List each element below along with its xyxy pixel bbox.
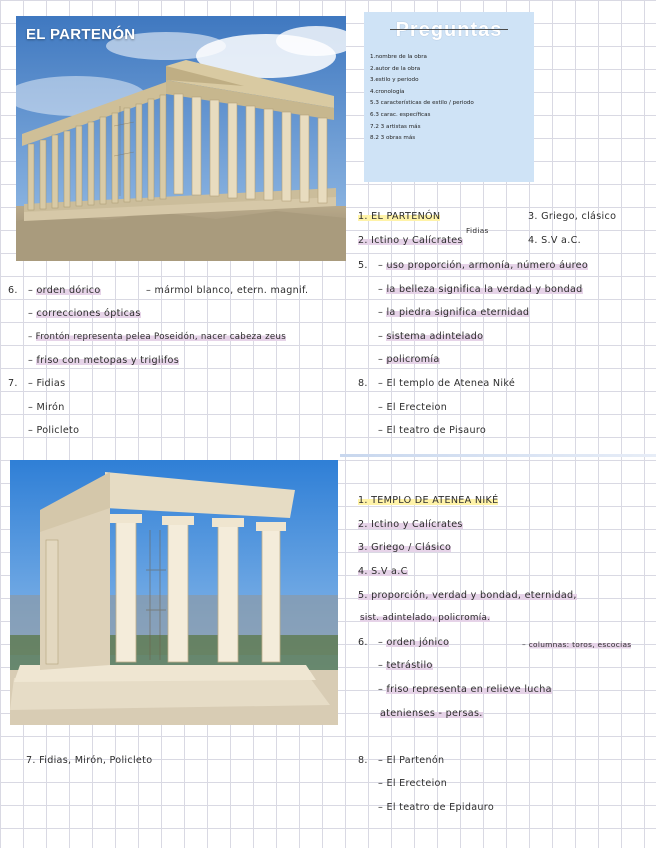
nike-answer-8-number: 8. bbox=[358, 755, 368, 766]
nike-answer-3: 3. Griego / Clásico bbox=[358, 542, 452, 553]
parthenon-photo bbox=[16, 16, 346, 261]
nike-temple-illustration bbox=[10, 460, 338, 725]
nike-answer-7: 7. Fidias, Mirón, Policleto bbox=[26, 755, 153, 766]
question-item: 5.3 características de estilo / periodo bbox=[370, 100, 474, 107]
answer-5-item: – la belleza significa la verdad y bondad bbox=[378, 284, 583, 295]
answer-6-item: – Frontón representa pelea Poseidón, nacer cabeza zeus bbox=[28, 332, 286, 342]
nike-answer-6-item-extra: – columnas: toros, escocias bbox=[522, 640, 632, 649]
parthenon-photo-title: EL PARTENÓN bbox=[26, 26, 136, 43]
nike-answer-5: 5. proporción, verdad y bondad, eternidad, bbox=[358, 590, 577, 601]
nike-answer-6-item: – friso representa en relieve lucha bbox=[378, 684, 552, 695]
answer-4: 4. S.V a.C. bbox=[528, 235, 581, 246]
answer-5-item: – uso proporción, armonía, número áureo bbox=[378, 260, 589, 271]
answer-8-item: – El templo de Atenea Niké bbox=[378, 378, 516, 389]
nike-answer-5-cont: sist. adintelado, policromía. bbox=[360, 613, 491, 623]
answer-7-item: – Mirón bbox=[28, 402, 65, 413]
question-item: 6.3 carac. específicas bbox=[370, 111, 431, 118]
nike-answer-8-item: – El teatro de Epidauro bbox=[378, 802, 494, 813]
answer-1: 1. EL PARTENÓN bbox=[358, 211, 441, 222]
answer-2: 2. Ictino y Calícrates bbox=[358, 235, 463, 246]
parthenon-illustration bbox=[16, 16, 346, 261]
answer-5-item: – la piedra significa eternidad bbox=[378, 307, 530, 318]
answer-8-item: – El Erecteion bbox=[378, 402, 448, 413]
nike-answer-6-cont: atenienses - persas. bbox=[380, 708, 483, 719]
question-item: 8.2 3 obras más bbox=[370, 135, 416, 142]
question-item: 2.autor de la obra bbox=[370, 65, 421, 72]
nike-answer-6-number: 6. bbox=[358, 637, 368, 648]
answer-5-item: – sistema adintelado bbox=[378, 331, 484, 342]
answer-7-number: 7. bbox=[8, 378, 18, 389]
answer-7-item: – Fidias bbox=[28, 378, 66, 389]
question-item: 1.nombre de la obra bbox=[370, 54, 427, 60]
question-item: 4.cronología bbox=[370, 88, 405, 95]
nike-answer-8-item: – El Erecteion bbox=[378, 778, 448, 789]
answer-6-item-extra: – mármol blanco, etern. magnif. bbox=[146, 285, 309, 296]
nike-answer-8-item: – El Partenón bbox=[378, 755, 445, 766]
nike-answer-4: 4. S.V a.C bbox=[358, 566, 408, 577]
answer-6-number: 6. bbox=[8, 285, 18, 296]
nike-answer-6-item: – orden jónico bbox=[378, 637, 450, 648]
section-divider bbox=[340, 454, 656, 457]
questions-title-strike bbox=[390, 29, 508, 30]
answer-5-item: – policromía bbox=[378, 354, 440, 365]
nike-answer-2: 2. Ictino y Calícrates bbox=[358, 519, 463, 530]
answer-3: 3. Griego, clásico bbox=[528, 211, 617, 222]
questions-list bbox=[370, 52, 474, 145]
answer-6-item: – correcciones ópticas bbox=[28, 308, 141, 319]
answer-2-note: Fidias bbox=[466, 226, 489, 235]
answer-7-item: – Policleto bbox=[28, 425, 80, 436]
nike-answer-1: 1. TEMPLO DE ATENEA NIKÉ bbox=[358, 495, 499, 506]
answer-5-number: 5. bbox=[358, 260, 368, 271]
questions-title: Preguntas bbox=[395, 19, 503, 41]
nike-answer-6-item: – tetrástilo bbox=[378, 660, 433, 671]
question-item: 3.estilo y periodo bbox=[370, 77, 419, 84]
answer-8-number: 8. bbox=[358, 378, 368, 389]
answer-6-item: – friso con metopas y triglifos bbox=[28, 355, 179, 366]
questions-card bbox=[364, 12, 534, 182]
question-item: 7.2 3 artistas más bbox=[370, 123, 421, 130]
answer-8-item: – El teatro de Pisauro bbox=[378, 425, 487, 436]
nike-temple-photo bbox=[10, 460, 338, 725]
answer-6-item: – orden dórico bbox=[28, 285, 101, 296]
